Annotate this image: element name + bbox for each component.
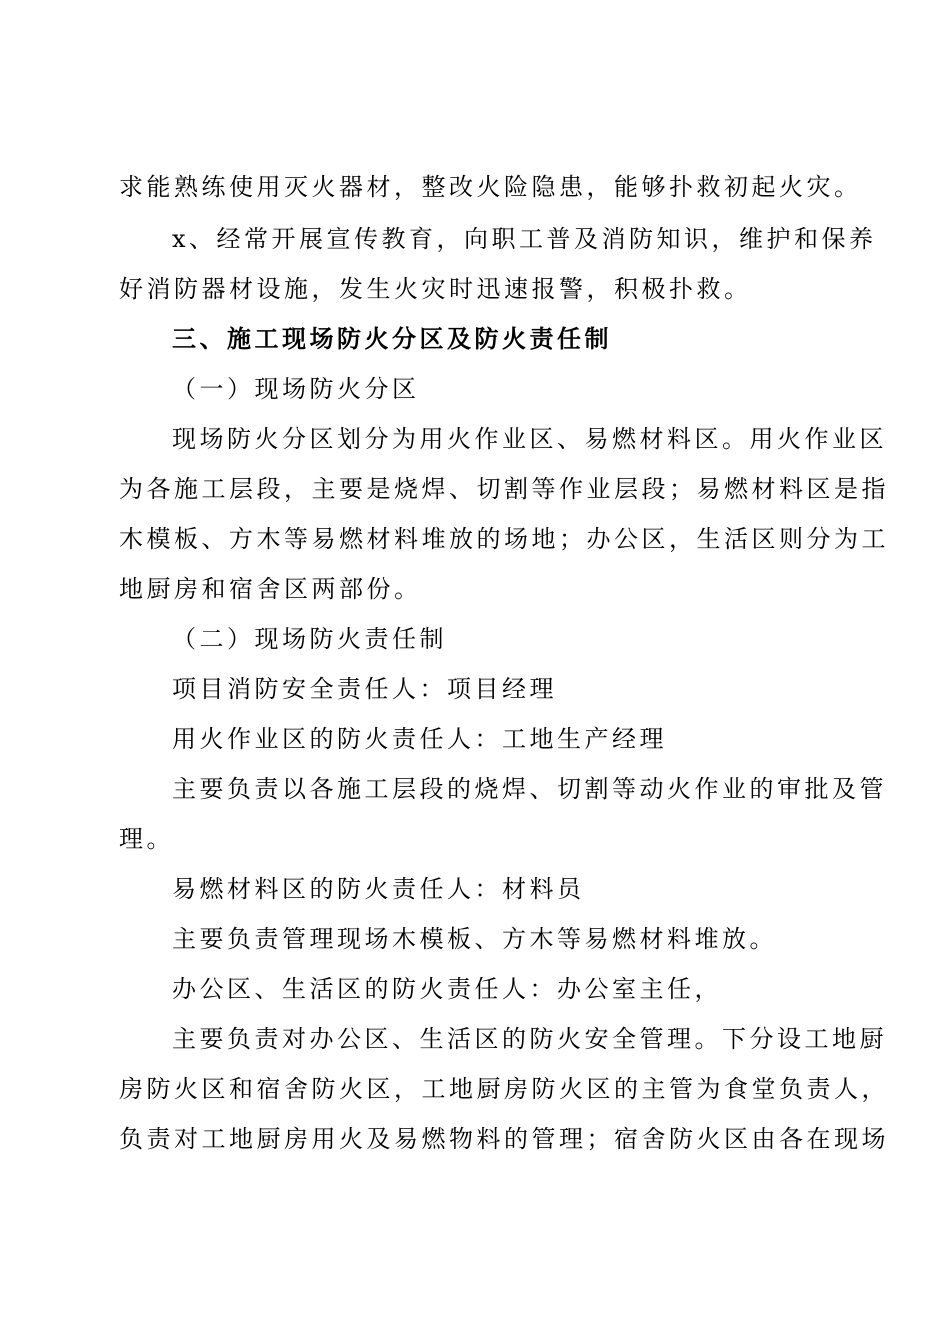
body-text-line: 好消防器材设施，发生火灾时迅速报警，积极扑救。 bbox=[119, 275, 752, 303]
body-text-line: 房防火区和宿舍防火区，工地厨房防火区的主管为食堂负责人， bbox=[119, 1075, 889, 1103]
section-heading: 三、施工现场防火分区及防火责任制 bbox=[172, 324, 612, 353]
body-text-line: 主要负责以各施工层段的烧焊、切割等动火作业的审批及管 bbox=[172, 775, 887, 803]
body-text-line: 木模板、方木等易燃材料堆放的场地；办公区，生活区则分为工 bbox=[119, 525, 889, 553]
body-text-line: 易燃材料区的防火责任人：材料员 bbox=[172, 875, 585, 903]
body-text-line: 主要负责管理现场木模板、方木等易燃材料堆放。 bbox=[172, 925, 777, 953]
body-text-line: 理。 bbox=[119, 825, 174, 853]
body-text-line: 负责对工地厨房用火及易燃物料的管理；宿舍防火区由各在现场 bbox=[119, 1125, 889, 1153]
body-text-line: x、经常开展宣传教育，向职工普及消防知识，维护和保养 bbox=[172, 225, 877, 253]
subsection-heading: （一）现场防火分区 bbox=[172, 375, 420, 403]
body-text-line: 为各施工层段，主要是烧焊、切割等作业层段；易燃材料区是指 bbox=[119, 475, 889, 503]
subsection-heading: （二）现场防火责任制 bbox=[172, 625, 447, 653]
body-text-line: 地厨房和宿舍区两部份。 bbox=[119, 575, 422, 603]
body-text-line: 主要负责对办公区、生活区的防火安全管理。下分设工地厨 bbox=[172, 1025, 887, 1053]
body-text-line: 办公区、生活区的防火责任人：办公室主任， bbox=[172, 975, 722, 1003]
body-text-line: 求能熟练使用灭火器材，整改火险隐患，能够扑救初起火灾。 bbox=[119, 173, 862, 201]
body-text-line: 项目消防安全责任人：项目经理 bbox=[172, 675, 557, 703]
body-text-line: 现场防火分区划分为用火作业区、易燃材料区。用火作业区 bbox=[172, 425, 887, 453]
body-text-line: 用火作业区的防火责任人：工地生产经理 bbox=[172, 725, 667, 753]
